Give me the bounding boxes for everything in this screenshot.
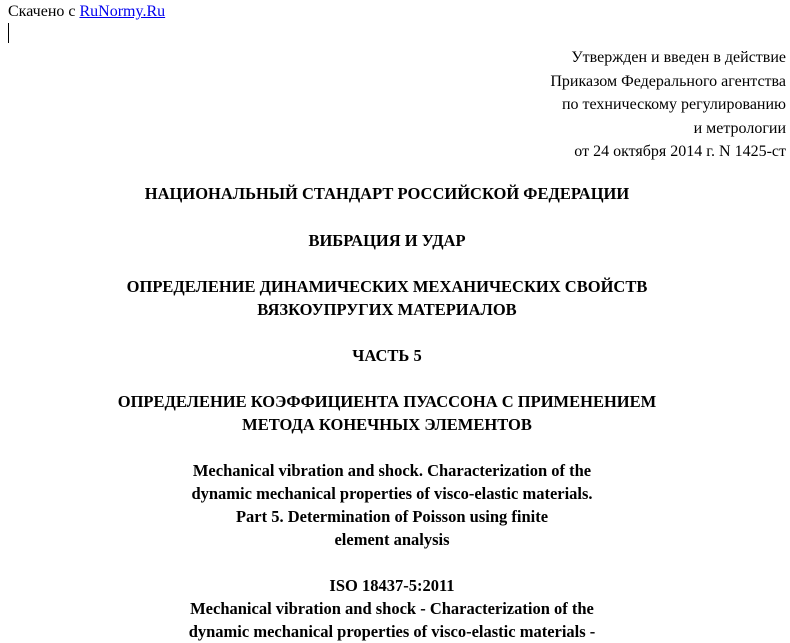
- iso-block: [0, 574, 787, 643]
- source-prefix: Скачено с: [8, 3, 80, 20]
- standard-heading: [0, 182, 782, 205]
- iso-title-line: dynamic mechanical properties of visco-elastic materials -: [188, 622, 596, 641]
- approval-block: [550, 46, 786, 164]
- source-line: [8, 2, 165, 21]
- definition-heading: [0, 275, 782, 321]
- approval-line: и метрологии: [693, 119, 786, 137]
- source-link[interactable]: RuNormy.Ru: [79, 3, 166, 20]
- standard-title: НАЦИОНАЛЬНЫЙ СТАНДАРТ РОССИЙСКОЙ ФЕДЕРАЦИИ: [144, 184, 630, 203]
- approval-line: Приказом Федерального агентства: [550, 72, 786, 90]
- part-heading: [0, 344, 782, 367]
- english-title-line: dynamic mechanical properties of visco-elastic materials.: [191, 484, 593, 503]
- english-title-line: Part 5. Determination of Poisson using finite: [235, 507, 549, 526]
- subject-title: ВИБРАЦИЯ И УДАР: [308, 231, 466, 250]
- part-title-line: МЕТОДА КОНЕЧНЫХ ЭЛЕМЕНТОВ: [242, 415, 532, 434]
- part-title-heading: [0, 390, 782, 436]
- approval-line: от 24 октября 2014 г. N 1425-ст: [574, 143, 786, 160]
- iso-designation: ISO 18437-5:2011: [329, 576, 455, 595]
- definition-line: ОПРЕДЕЛЕНИЕ ДИНАМИЧЕСКИХ МЕХАНИЧЕСКИХ СВОЙСТВ: [126, 277, 648, 296]
- text-cursor: [8, 23, 9, 43]
- english-title-line: Mechanical vibration and shock. Characterization of the: [192, 461, 592, 480]
- approval-line: Утвержден и введен в действие: [571, 49, 786, 66]
- approval-line: по техническому регулированию: [561, 96, 786, 113]
- part-number: ЧАСТЬ 5: [352, 346, 422, 365]
- subject-heading: [0, 229, 782, 252]
- definition-line: ВЯЗКОУПРУГИХ МАТЕРИАЛОВ: [257, 300, 517, 319]
- iso-title-line: Mechanical vibration and shock - Characterization of the: [190, 599, 594, 618]
- part-title-line: ОПРЕДЕЛЕНИЕ КОЭФФИЦИЕНТА ПУАССОНА С ПРИМЕНЕНИЕМ: [117, 392, 657, 411]
- english-title-line: element analysis: [334, 530, 450, 549]
- english-title: [0, 459, 787, 551]
